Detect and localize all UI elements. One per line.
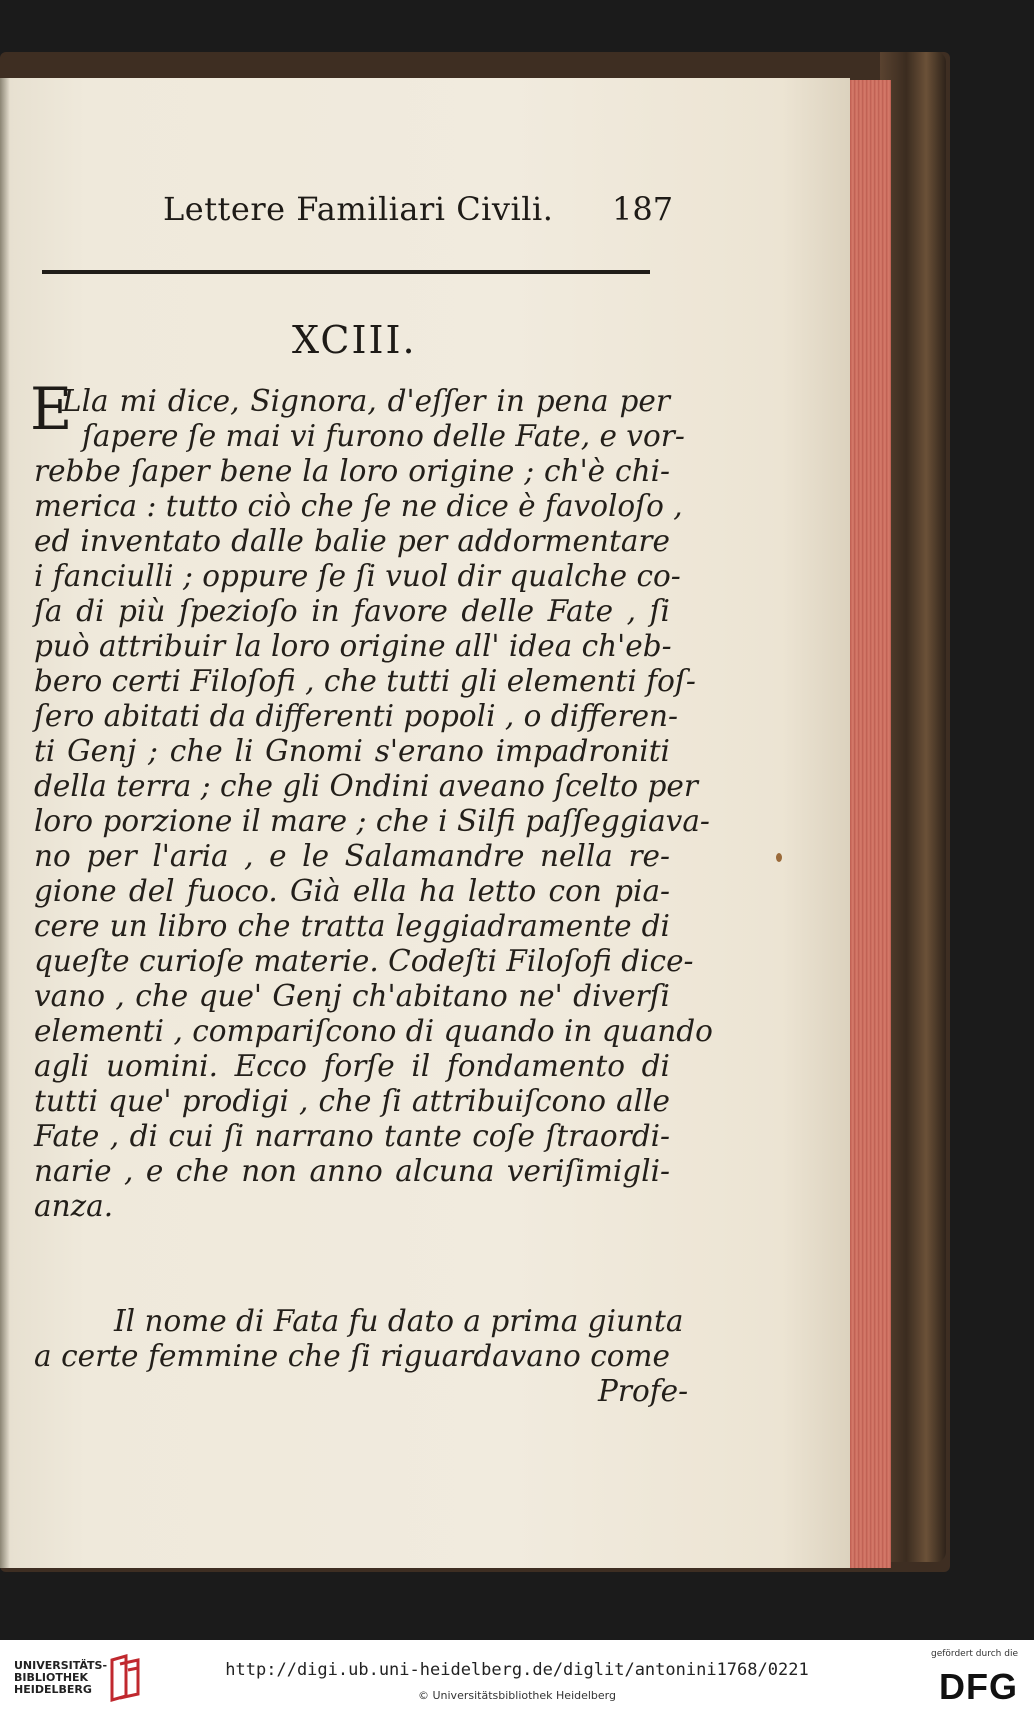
text-line: ti Genj ; che li Gnomi s'erano impadroniti [34, 734, 670, 768]
text-line: anza. [34, 1189, 114, 1223]
library-name-line: BIBLIOTHEK [14, 1671, 89, 1684]
text-line: i fanciulli ; oppure ſe ſi vuol dir qualche co- [34, 559, 681, 593]
text-line: merica : tutto ciò che ſe ne dice è favoloſo , [34, 489, 683, 523]
text-line: rebbe ſaper bene la loro origine ; ch'è chi- [34, 454, 670, 488]
text-line: ſapere ſe mai vi furono delle Fate, e vor- [82, 419, 685, 453]
text-line: agli uomini. Ecco forſe il fondamento di [34, 1049, 670, 1083]
text-line: loro porzione il mare ; che i Silfi paſſeggiava- [34, 804, 710, 838]
funded-by-label: gefördert durch die [931, 1649, 1018, 1659]
text-line: elementi , compariſcono di quando in quando [34, 1014, 713, 1048]
letter-number: XCIII. [292, 318, 417, 362]
text-line: narie , e che non anno alcuna veriſimigli- [34, 1154, 670, 1188]
running-head: Lettere Familiari Civili. [163, 190, 554, 228]
text-line: vano , che que' Genj ch'abitano ne' diverſi [34, 979, 670, 1013]
text-line: può attribuir la loro origine all' idea ch'eb- [34, 629, 672, 663]
text-line: Fate , di cui ſi narrano tante coſe ſtraordi- [34, 1119, 670, 1153]
text-line: ſa di più ſpezioſo in favore delle Fate , ſi [34, 594, 670, 628]
drop-initial: E [30, 375, 73, 443]
text-line: Il nome di Fata fu dato a prima giunta [114, 1304, 684, 1338]
text-line: queſte curioſe materie. Codeſti Filoſofi dice- [34, 944, 694, 978]
text-line: no per l'aria , e le Salamandre nella re- [34, 839, 670, 873]
text-line: cere un libro che tratta leggiadramente di [34, 909, 670, 943]
text-line: gione del fuoco. Già ella ha letto con pia- [34, 874, 670, 908]
header-rule [42, 270, 650, 274]
text-line: ed inventato dalle balie per addormentare [34, 524, 670, 558]
library-name-line: UNIVERSITÄTS- [14, 1659, 108, 1672]
page-number: 187 [612, 190, 674, 228]
gutter-shadow [0, 78, 10, 1568]
letter-body [30, 375, 713, 1224]
library-name-line: HEIDELBERG [14, 1683, 92, 1696]
permalink-url[interactable]: http://digi.ub.uni-heidelberg.de/diglit/antonini1768/0221 [225, 1660, 809, 1680]
catchword: Profe- [598, 1374, 689, 1408]
paper-speck [776, 853, 782, 862]
text-line: Lla mi dice, Signora, d'eſſer in pena per [62, 384, 670, 418]
text-line: ſero abitati da differenti popoli , o differen- [34, 699, 679, 733]
text-line: tutti que' prodigi , che ſi attribuiſcono alle [34, 1084, 670, 1118]
dfg-logo: DFG [939, 1666, 1018, 1707]
viewer-footer [0, 1640, 1034, 1715]
second-paragraph [34, 1304, 684, 1374]
copyright-notice: © Universitätsbibliothek Heidelberg [417, 1689, 616, 1702]
text-line: a certe femmine che ſi riguardavano come [34, 1339, 670, 1373]
text-line: bero certi Filoſofi , che tutti gli elementi foſ- [34, 664, 696, 698]
text-line: della terra ; che gli Ondini aveano ſcelto per [34, 769, 698, 803]
